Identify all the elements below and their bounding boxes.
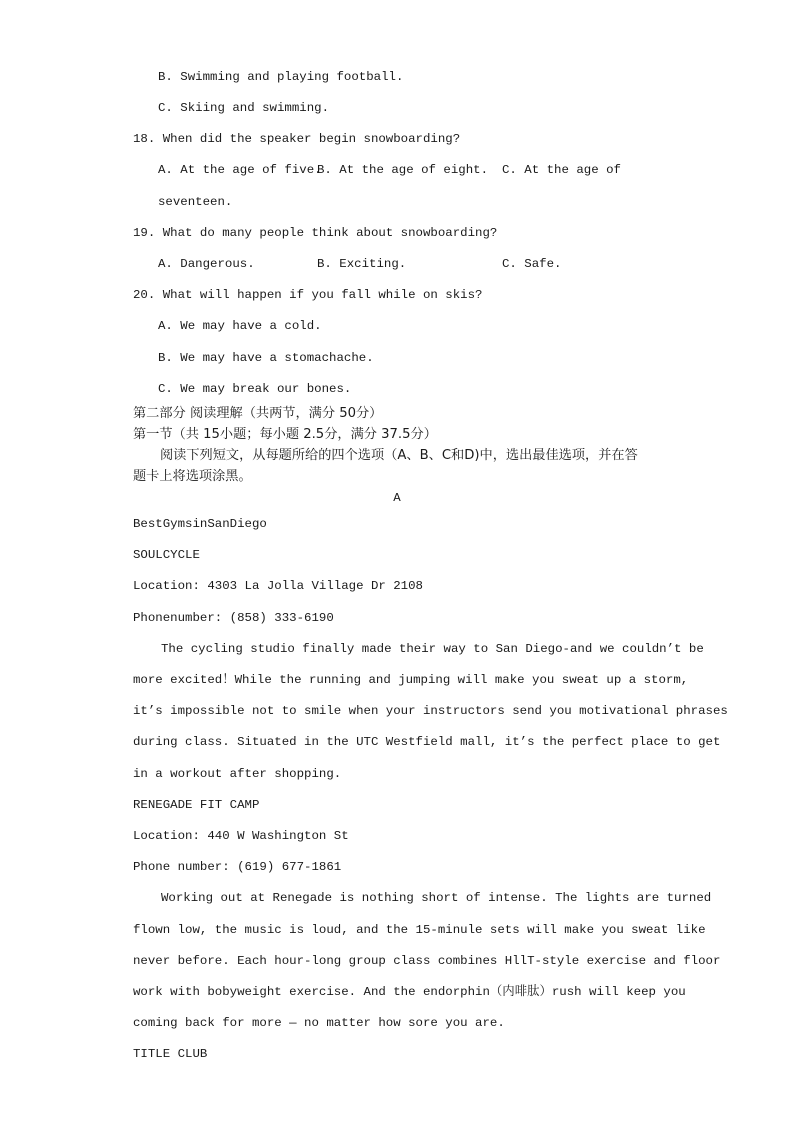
gym1-name: SOULCYCLE: [133, 548, 200, 562]
article-title: BestGymsinSanDiego: [133, 517, 267, 531]
gym3-name: TITLE CLUB: [133, 1047, 208, 1061]
gym1-location: Location: 4303 La Jolla Village Dr 2108: [133, 579, 423, 593]
instruction-line-2: 题卡上将选项涂黑。: [133, 469, 252, 484]
gym2-paragraph-line: Working out at Renegade is nothing short of intense. The lights are turned: [161, 891, 712, 905]
q19-question: 19. What do many people think about snowboarding?: [133, 226, 498, 240]
q20-option-c: C. We may break our bones.: [158, 382, 352, 396]
q17-option-c: C. Skiing and swimming.: [158, 101, 330, 115]
gym1-paragraph-line: The cycling studio finally made their way to San Diego-and we couldn’t be: [161, 642, 704, 656]
q18-question: 18. When did the speaker begin snowboarding?: [133, 132, 461, 146]
q20-option-a: A. We may have a cold.: [158, 319, 322, 333]
gym2-paragraph-line: coming back for more — no matter how sore you are.: [133, 1016, 505, 1030]
q18-option-a: A. At the age of five.: [158, 163, 322, 177]
q18-option-c: C. At the age of: [502, 163, 621, 177]
gym1-phone: Phonenumber: (858) 333-6190: [133, 611, 334, 625]
gym1-paragraph-line: it’s impossible not to smile when your instructors send you motivational phrases: [133, 704, 728, 718]
passage-label: A: [393, 491, 401, 505]
gym2-paragraph-line: flown low, the music is loud, and the 15-minule sets will make you sweat like: [133, 923, 706, 937]
instruction-line-1: 阅读下列短文，从每题所给的四个选项（A、B、C和D)中，选出最佳选项，并在答: [160, 448, 638, 463]
gym1-paragraph-line: more excited！While the running and jumping will make you sweat up a storm,: [133, 673, 689, 687]
gym2-name: RENEGADE FIT CAMP: [133, 798, 260, 812]
q19-option-b: B. Exciting.: [317, 257, 407, 271]
q20-question: 20. What will happen if you fall while on skis?: [133, 288, 483, 302]
gym1-paragraph-line: in a workout after shopping.: [133, 767, 342, 781]
gym1-paragraph-line: during class. Situated in the UTC Westfield mall, it’s the perfect place to get: [133, 735, 721, 749]
q18-option-b: B. At the age of eight.: [317, 163, 489, 177]
gym2-phone: Phone number: (619) 677-1861: [133, 860, 342, 874]
part-title: 第二部分 阅读理解（共两节，满分 50分）: [133, 406, 383, 421]
q20-option-b: B. We may have a stomachache.: [158, 351, 374, 365]
q19-option-a: A. Dangerous.: [158, 257, 255, 271]
section-subtitle: 第一节（共 15小题；每小题 2.5分，满分 37.5分）: [133, 427, 437, 442]
gym2-paragraph-line: work with bobyweight exercise. And the endorphin（内啡肽）rush will keep you: [133, 985, 686, 999]
gym2-location: Location: 440 W Washington St: [133, 829, 349, 843]
q17-option-b: B. Swimming and playing football.: [158, 70, 404, 84]
gym2-paragraph-line: never before. Each hour-long group class combines HllT-style exercise and floor: [133, 954, 721, 968]
q19-option-c: C. Safe.: [502, 257, 562, 271]
q18-option-c-continued: seventeen.: [158, 195, 233, 209]
